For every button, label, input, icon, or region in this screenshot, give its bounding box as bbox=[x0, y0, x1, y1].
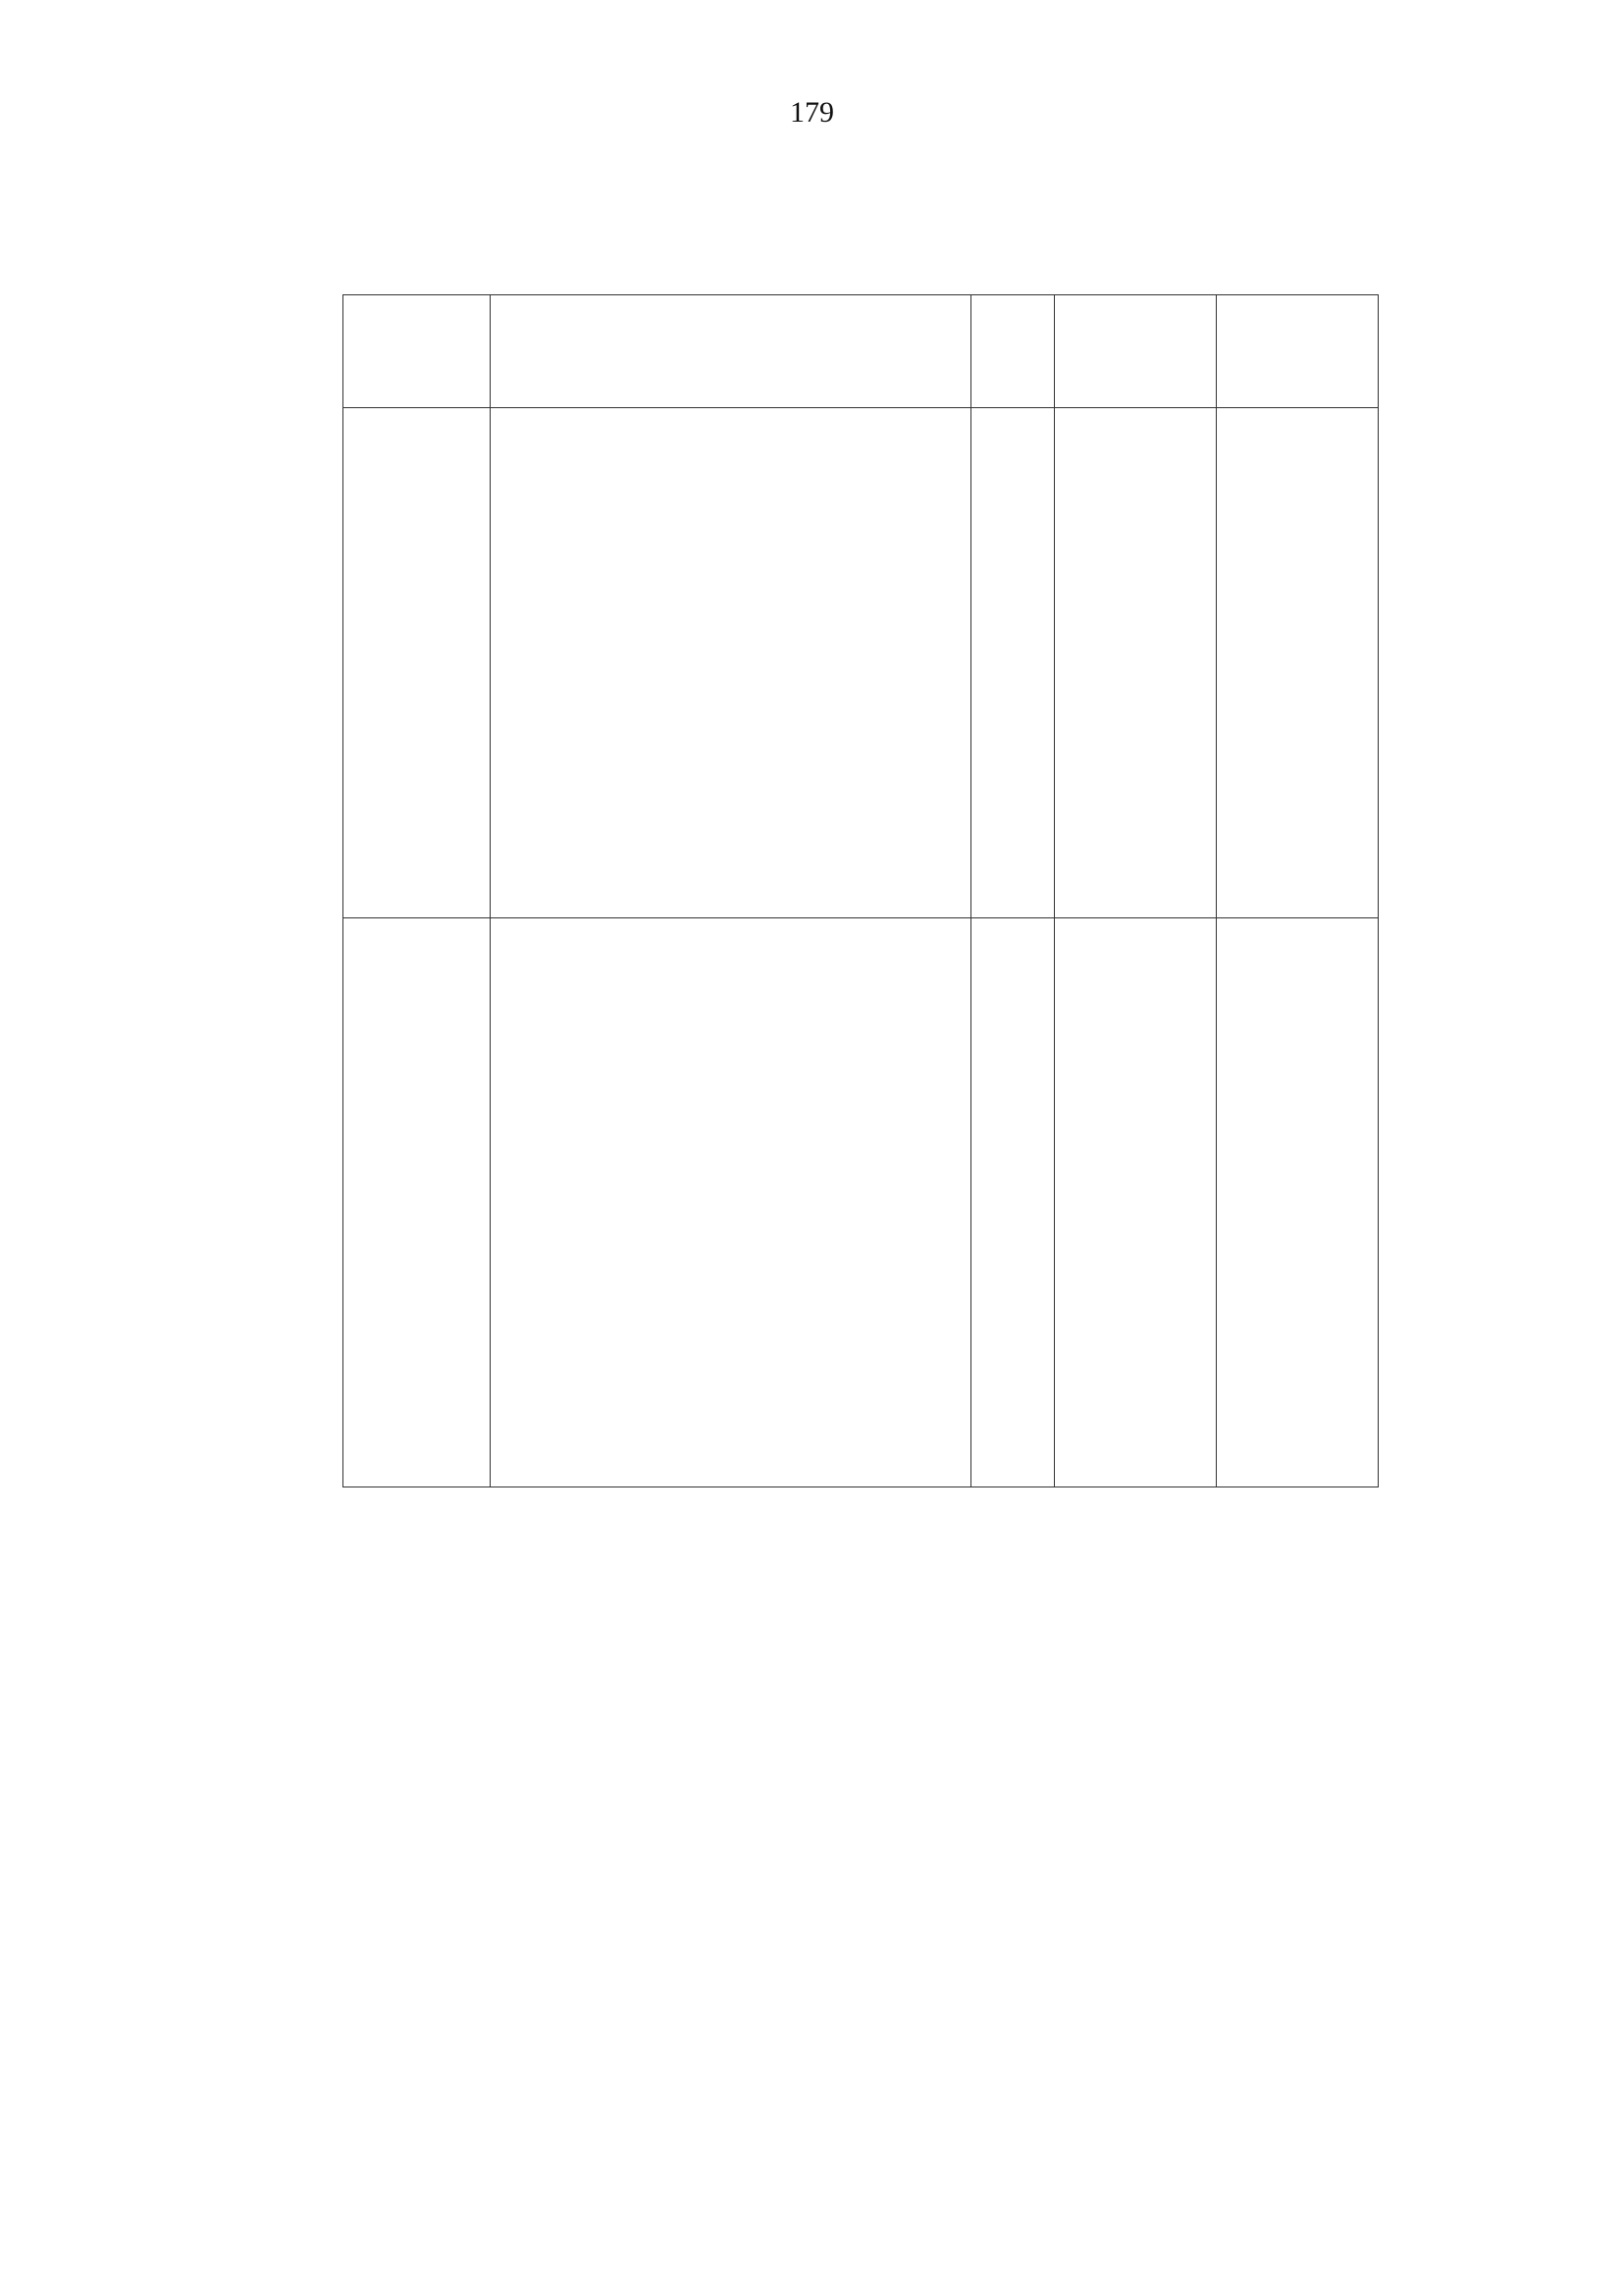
pages-cell bbox=[971, 295, 1055, 408]
author-cell bbox=[1217, 295, 1379, 408]
summary-cell bbox=[491, 295, 971, 408]
title-cell bbox=[1055, 408, 1217, 918]
pages-cell bbox=[971, 918, 1055, 1487]
summary-cell bbox=[491, 408, 971, 918]
title-cell bbox=[1055, 295, 1217, 408]
table-row bbox=[343, 918, 1379, 1487]
table-row bbox=[343, 295, 1379, 408]
table-row bbox=[343, 408, 1379, 918]
pages-cell bbox=[971, 408, 1055, 918]
keywords-cell bbox=[343, 295, 491, 408]
author-cell bbox=[1217, 918, 1379, 1487]
page-number: 179 bbox=[790, 96, 834, 129]
keywords-cell bbox=[343, 408, 491, 918]
bibliography-table bbox=[342, 294, 1379, 1487]
keywords-cell bbox=[343, 918, 491, 1487]
author-cell bbox=[1217, 408, 1379, 918]
summary-cell bbox=[491, 918, 971, 1487]
title-cell bbox=[1055, 918, 1217, 1487]
